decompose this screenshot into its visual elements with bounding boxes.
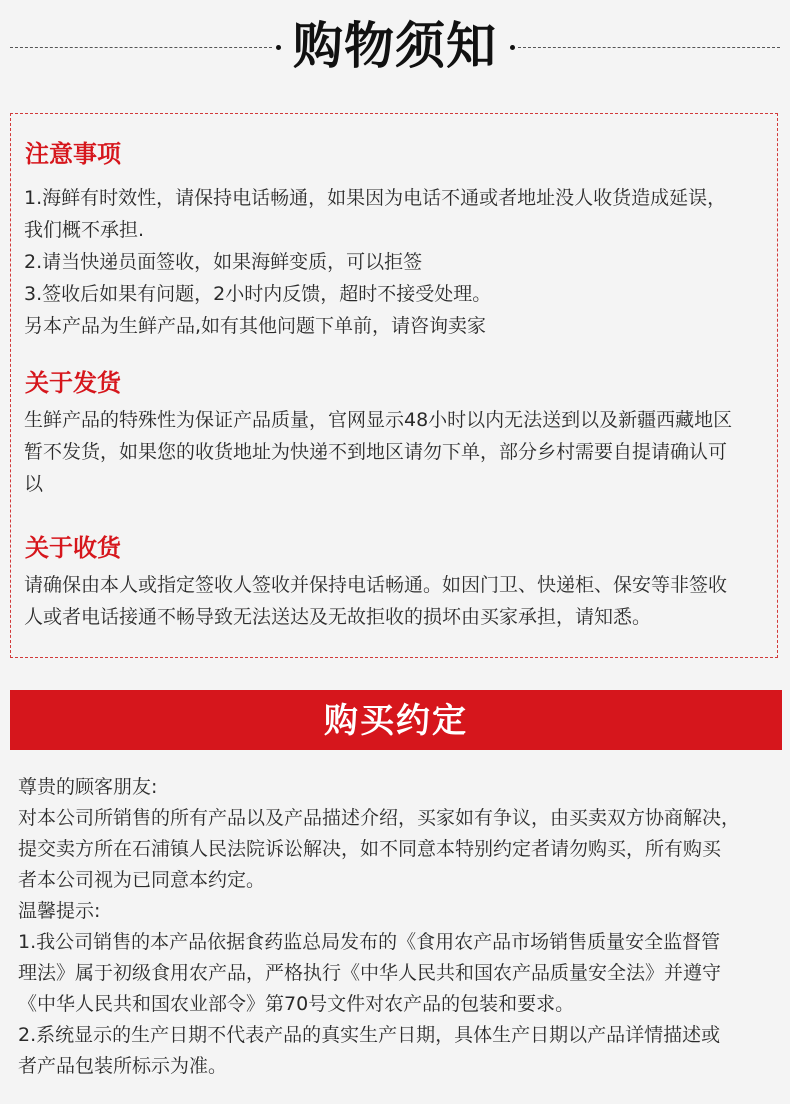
agreement-line: 2.系统显示的生产日期不代表产品的真实生产日期，具体生产日期以产品详情描述或 (18, 1024, 721, 1046)
agreement-line: 《中华人民共和国农业部令》第70号文件对农产品的包装和要求。 (18, 993, 575, 1015)
agreement-line: 温馨提示: (18, 900, 101, 922)
section-body-notes (24, 182, 769, 342)
agreement-line: 1.我公司销售的本产品依据食药监总局发布的《食用农产品市场销售质量安全监督管 (18, 931, 721, 953)
shipping-line: 生鲜产品的特殊性为保证产品质量，官网显示48小时以内无法送到以及新疆西藏地区 (24, 409, 733, 431)
agreement-line: 者本公司视为已同意本约定。 (18, 869, 266, 891)
agreement-line: 提交卖方所在石浦镇人民法院诉讼解决，如不同意本特别约定者请勿购买，所有购买 (18, 838, 722, 860)
receiving-line: 请确保由本人或指定签收人签收并保持电话畅通。如因门卫、快递柜、保安等非签收 (24, 574, 728, 596)
section-heading-receiving: 关于收货 (25, 534, 121, 562)
section-body-receiving (24, 569, 769, 633)
section-body-shipping (24, 404, 769, 500)
shipping-line: 暂不发货，如果您的收货地址为快递不到地区请勿下单，部分乡村需要自提请确认可 (24, 441, 728, 463)
shipping-line: 以 (24, 473, 44, 495)
notes-line: 1.海鲜有时效性，请保持电话畅通，如果因为电话不通或者地址没人收货造成延误， (24, 187, 727, 209)
agreement-line: 对本公司所销售的所有产品以及产品描述介绍，买家如有争议，由买卖双方协商解决， (18, 807, 741, 829)
agreement-line: 尊贵的顾客朋友: (18, 776, 158, 798)
agreement-line: 理法》属于初级食用农产品，严格执行《中华人民共和国农产品质量安全法》并遵守 (18, 962, 722, 984)
header-dot-right (510, 45, 515, 50)
agreement-body (18, 772, 778, 1082)
receiving-line: 人或者电话接通不畅导致无法送达及无故拒收的损坏由买家承担，请知悉。 (24, 606, 652, 628)
section-heading-shipping: 关于发货 (25, 369, 121, 397)
section-heading-notes: 注意事项 (25, 140, 121, 168)
header-divider-right (518, 47, 780, 48)
notes-line: 2.请当快递员面签收，如果海鲜变质，可以拒签 (24, 251, 423, 273)
agreement-line: 者产品包装所标示为准。 (18, 1055, 228, 1077)
agreement-banner (10, 690, 782, 750)
page-header (0, 0, 790, 100)
agreement-title: 购买约定 (324, 701, 468, 741)
page-title: 购物须知 (293, 17, 497, 75)
notes-line: 我们概不承担. (24, 219, 145, 241)
notes-line: 3.签收后如果有问题，2小时内反馈，超时不接受处理。 (24, 283, 492, 305)
header-divider-left (10, 47, 272, 48)
notes-line: 另本产品为生鲜产品,如有其他问题下单前，请咨询卖家 (24, 315, 487, 337)
header-dot-left (276, 45, 281, 50)
notice-box (10, 113, 778, 658)
